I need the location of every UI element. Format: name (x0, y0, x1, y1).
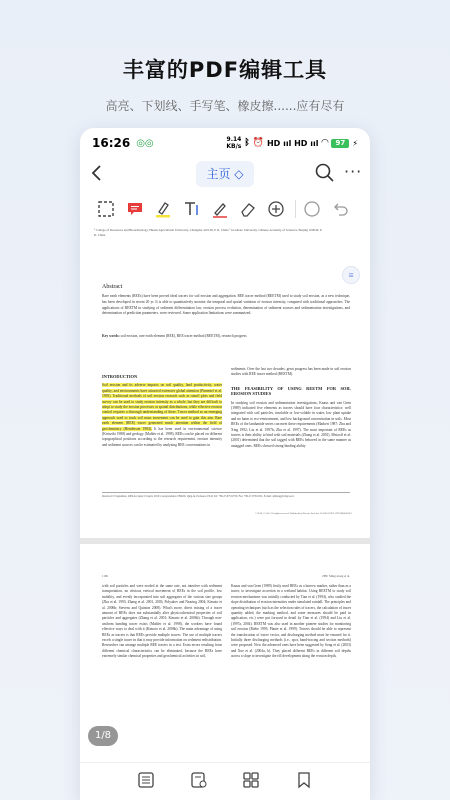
page2-right-column: Knaus and van Geen (1989) firstly used REEs as a borrow marker, rather than as a tracer, to investigate accretion in a wetland habitat. Using REETM to study soil erosion mechanisms was initially conducted by Tian et al. (1994), who studied the slope distribution of erosion intensities under simulated rainfall. The principles and operating techniques (such as the selection rules of tracers, the calculation of tracer quantity added, the marking method, and some measures should be paid in application, etc.) were put forward in detail by Tian et al. (1994) and Liu et al. (1997a, 2004). REETM was also used in another pioneer studies for monitoring soil erosion (Riebe 1995; Plante et al. 1999). Tracers should be able to represent the translocation of tracer vector, and discharging method must be ensured for it. Initially three discharging methods (i.e., spot, band-tracing and section methods) were proposed. Now the advanced ones have been suggested by Song et al. (2003) and Xue et al. (2004a, b). They placed different REEs in different soil depths across a slope to investigate the rill development along the erosion depth, (231, 584, 351, 659)
footnote: Received 15 September, 2009 Accepted 13 April, 2010 Correspondence ZHANG Qing-fu, Professor, Ph.D, Tel: +86-27-87510750, Fax: +86-27-87510251, E-mail: qfzhang@wbgcas.cn (102, 492, 350, 499)
bookmark-icon[interactable] (295, 771, 313, 793)
mode-switcher[interactable]: 主页 ◇ (196, 161, 254, 187)
abstract-text: Rare earth elements (REEs) have been proved ideal tracers for soil erosion and aggregation. REE tracer method (REETM) used to study soil erosion, as a new technique, has been developed in recent 20 yr. It is able to quantitatively monitor the temporal and spatial variation of erosion intensity, compared with traditional approaches. The applications of REETM in studying of sediment differentiation law, erosion process evolution, determination of sediment sources and sedimentation investigations, and determination of prediction parameters, were reviewed. Some application limitations were summarized. (102, 294, 350, 316)
nav-bar (80, 158, 370, 194)
outline-icon[interactable] (137, 771, 155, 793)
keywords: Key words: soil erosion, rare earth element (REE), REE tracer method (REETM), research progress (102, 334, 247, 338)
pen-icon[interactable] (207, 196, 231, 222)
intro-column (102, 374, 222, 448)
phone-frame (80, 128, 370, 800)
annotation-toolbar (80, 194, 370, 224)
hero-subtitle: 高亮、下划线、手写笔、橡皮擦......应有尽有 (105, 99, 345, 113)
shape-icon[interactable] (299, 196, 323, 222)
chat-icon: ◎◎ (136, 137, 154, 149)
pdf-viewer[interactable] (80, 224, 370, 762)
eraser-icon[interactable] (236, 196, 260, 222)
page-indicator: 1/8 (88, 726, 118, 746)
signal-icon: HD ııl HD ııl (266, 138, 319, 148)
right-column (231, 367, 351, 449)
affiliation: ¹ College of Resources and Biotechnology, Hunan Agricultural University, Changsha 410128, P. R. China ² Graduate University, Chinese Academy of Sciences, Beijing 100049, P. R. China (94, 228, 323, 237)
hero-title: 丰富的PDF编辑工具 (122, 58, 328, 82)
status-time: 16:26 (92, 136, 131, 150)
charging-icon: ⚡ (352, 138, 358, 148)
wifi-icon: ◠ (321, 138, 329, 148)
text-icon[interactable] (179, 196, 203, 222)
alarm-icon: ⏰ (252, 138, 264, 148)
abstract-title: Abstract (102, 284, 123, 290)
page2-left-column: with soil particles and were eroded at the same rate, not interfere with sediment transportation, no obvious vertical movement of REEs in the soil profile, low mobility, and evenly incorporated into soil aggregates of the various size groups (Zhu et al. 1993; Zhang et al. 2001, 2003; Polyakov and Nearing 2004; Kimoto et al. 2006b; Stevens and Quinton 2008). What's more, direct mixing of a tracer amount of REEs does not substantially alter physicochemical properties of soil particles and aggregates (Zhang et al. 2001; Kimoto et al. 2006b). Through non-uniform banding tracer exists (Mahler et al. 1998), the workers have found effective ways to deal with it (Kimoto et al. 2006b). The main advantage of using REEs as tracers is that REEs provide multiple tracers. The use of multiple tracers excels a single tracer in that it may provide information on sediment redistribution. Researcher can arrange multiple REE tracers in a test. Extra errors resulting from different chemical characteristics can be eliminated, because the REEs have extremely similar chemical properties and geochemical activities in soil, (102, 584, 222, 659)
net-speed: 9.14 KB/s (226, 136, 242, 150)
bottom-bar (80, 762, 370, 800)
battery-icon: 97 (331, 139, 349, 148)
highlighter-icon[interactable] (151, 196, 175, 222)
highlighted-text: Soil erosion and its adverse impacts on soil quality, land productivity, water quality, and environments have attracted extensive global attention (Pimentel et al. 1995). Traditional methods of soil erosion research such as runoff plots and field survey can be used to study erosion intensity as a whole, but they are difficult to adopt to study the erosion processes or spatial distributions, while effective erosion control requires a thorough understanding of these. Tracer method as an emerging approach used to track soil mass movement can be used to gain this aim. Rare earth element (REE) tracer generated much attention within the field of geochemistry (Henderson 1984). (102, 383, 222, 431)
search-icon[interactable] (314, 162, 336, 184)
menu-icon[interactable]: ≡ (342, 266, 360, 284)
pdf-page-2 (80, 544, 370, 762)
more-icon[interactable]: ··· (344, 162, 363, 181)
add-icon[interactable] (264, 196, 288, 222)
undo-icon[interactable] (328, 196, 352, 222)
feasibility-title: THE FEASIBILITY OF USING REETM FOR SOIL EROSION STUDIES (231, 385, 351, 397)
grid-icon[interactable] (242, 771, 260, 793)
edit-doc-icon[interactable] (190, 771, 208, 793)
pdf-page-1 (80, 224, 370, 538)
page2-header: 1169 ZHU Ming-xiong et al. (102, 574, 350, 578)
back-arrow-icon[interactable] (90, 164, 104, 187)
bluetooth-icon: ᛒ (244, 138, 250, 148)
copyright: © 2010, CAAS. All rights reserved. Published by Elsevier Ltd. doi: 10.1016/S1671-2927(09)60254-7 (254, 512, 352, 515)
feasibility-text: In studying soil erosion and sedimentation investigations, Knaus and van Geen (1989) indicated five elements as tracers should have four characteristics: well integrated with soil particles, insoluble or low-soluble in water, low plant uptake and no harm to eco-environment, and low background concentration in soils. Most REEs of the lanthanide series can meet these requirements (Markert 1987; Zhu and Xing 1992; Liu et al. 1997b; Zhu et al. 1997). The most important of REEs as tracers is their ability to bind with soil materials (Zhang et al. 2001). Metzoff et al. (2001) determined that the soil tagged with REEs behaved in the same manner as untagged ones. REEs showed strong-binding ability (231, 400, 351, 448)
intro-rest: It has been used in environmental science (Kiriseiki 1988) and geology (Mahler et al. 1998). REEs can be placed on different topographical positions according to the research requirement, erosion intensity and sediment sources can be estimated by analyzing REE concentrations in (102, 426, 222, 447)
toolbar-divider (295, 200, 296, 218)
status-right (226, 136, 358, 150)
select-icon[interactable] (94, 196, 118, 222)
comment-icon[interactable] (122, 196, 146, 222)
right-top: sediments. Over the last two decades, great progress has been made in soil erosion studies with REE tracer method (REETM). (231, 367, 351, 377)
intro-title: INTRODUCTION (102, 374, 138, 379)
status-bar (80, 128, 370, 158)
